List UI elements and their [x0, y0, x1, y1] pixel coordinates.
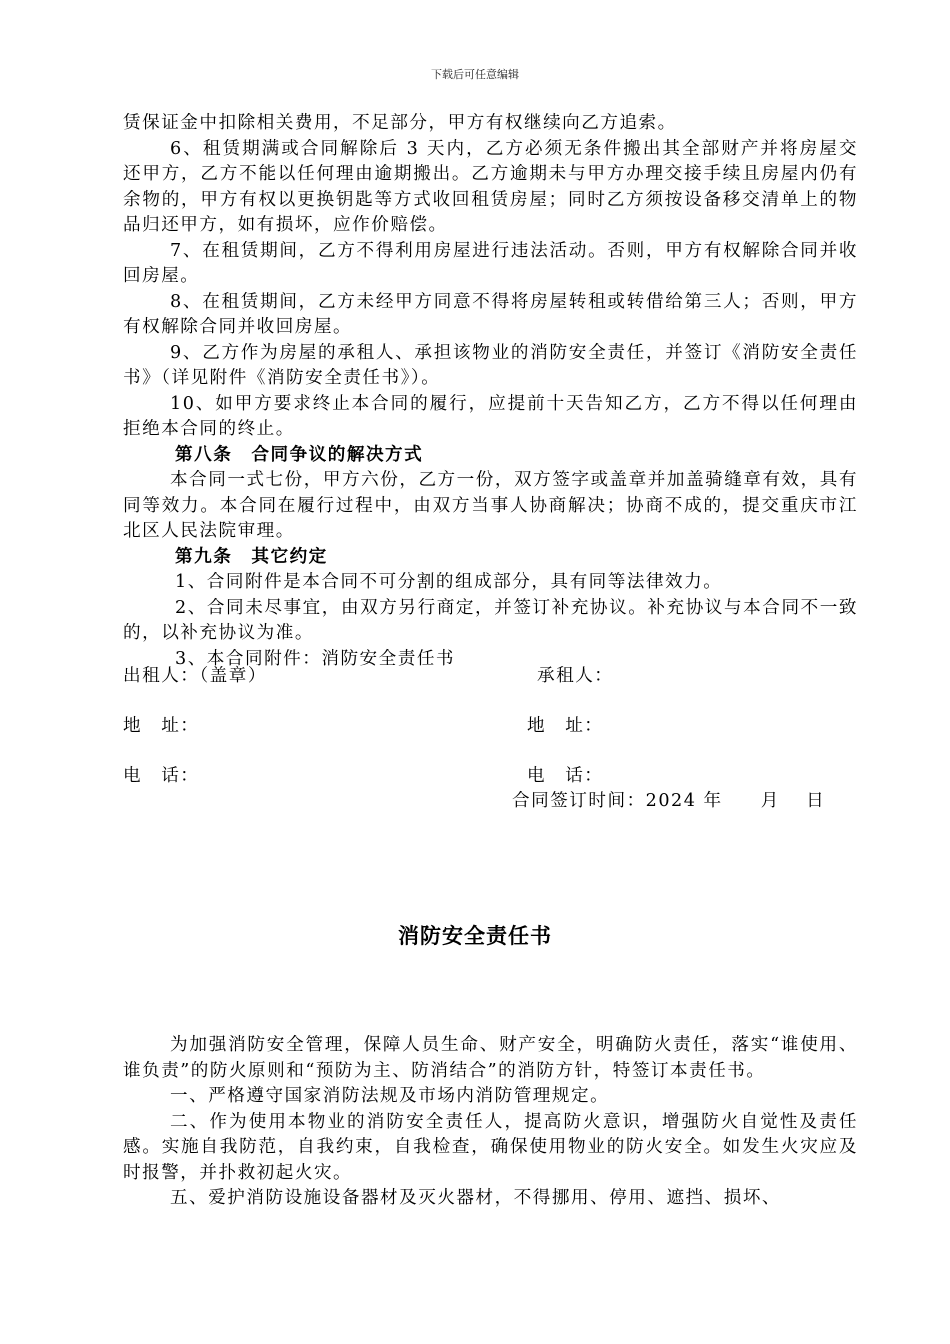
clause-6: 6、租赁期满或合同解除后 3 天内，乙方必须无条件搬出其全部财产并将房屋交还甲方，乙方不能以任何理由逾期搬出。乙方逾期未与甲方办理交接手续且房屋内仍有余物的，甲方有权以更换钥匙等方式收回租赁房屋；同时乙方须按设备移交清单上的物品归还甲方，如有损坏，应作价赔偿。	[123, 138, 858, 235]
clause-10: 10、如甲方要求终止本合同的履行，应提前十天告知乙方，乙方不得以任何理由拒绝本合同的终止。	[123, 393, 858, 439]
article-8-text: 本合同一式七份，甲方六份，乙方一份，双方签字或盖章并加盖骑缝章有效，具有同等效力。本合同在履行过程中，由双方当事人协商解决；协商不成的，提交重庆市江北区人民法院审理。	[123, 470, 858, 541]
signing-date: 合同签订时间：2024 年 月 日	[512, 791, 826, 811]
clause-9: 9、乙方作为房屋的承租人、承担该物业的消防安全责任，并签订《消防安全责任书》（详见附件《消防安全责任书》）。	[123, 342, 858, 388]
article-9-item-3: 3、本合同附件：消防安全责任书	[175, 648, 456, 669]
lessee-label: 承租人：	[537, 666, 614, 686]
fire-safety-intro: 为加强消防安全管理，保障人员生命、财产安全，明确防火责任，落实“谁使用、谁负责”的防火原则和“预防为主、防消结合”的消防方针，特签订本责任书。	[123, 1035, 858, 1081]
article-9-item-1: 1、合同附件是本合同不可分割的组成部分，具有同等法律效力。	[175, 572, 723, 592]
page-header: 下载后可任意编辑	[431, 68, 519, 81]
lessor-label: 出租人：（盖章）	[123, 666, 267, 686]
article-9-item-2: 2、合同未尽事宜，由双方另行商定，并签订补充协议。补充协议与本合同不一致的，以补充协议为准。	[123, 597, 858, 643]
paragraph-deposit: 赁保证金中扣除相关费用，不足部分，甲方有权继续向乙方追索。	[123, 113, 677, 133]
clause-7: 7、在租赁期间，乙方不得利用房屋进行违法活动。否则，甲方有权解除合同并收回房屋。	[123, 240, 858, 286]
fire-safety-item-2: 二、作为使用本物业的消防安全责任人，提高防火意识，增强防火自觉性及责任感。实施自我防范，自我约束，自我检查，确保使用物业的防火安全。如发生火灾应及时报警，并扑救初起火灾。	[123, 1111, 858, 1183]
article-9-title: 第九条 其它约定	[175, 546, 328, 567]
article-8-title: 第八条 合同争议的解决方式	[175, 444, 424, 465]
fire-safety-item-5: 五、爱护消防设施设备器材及灭火器材，不得挪用、停用、遮挡、损坏、	[170, 1188, 782, 1208]
lessee-address-label: 地 址：	[527, 716, 604, 736]
lessor-phone-label: 电 话：	[123, 766, 200, 786]
fire-safety-body	[123, 1033, 858, 1212]
lessor-address-label: 地 址：	[123, 716, 200, 736]
lessee-phone-label: 电 话：	[527, 766, 604, 786]
clause-8: 8、在租赁期间，乙方未经甲方同意不得将房屋转租或转借给第三人；否则，甲方有权解除合同并收回房屋。	[123, 291, 858, 337]
fire-safety-title: 消防安全责任书	[398, 924, 552, 948]
contract-body	[123, 111, 858, 672]
fire-safety-item-1: 一、严格遵守国家消防法规及市场内消防管理规定。	[170, 1086, 610, 1106]
